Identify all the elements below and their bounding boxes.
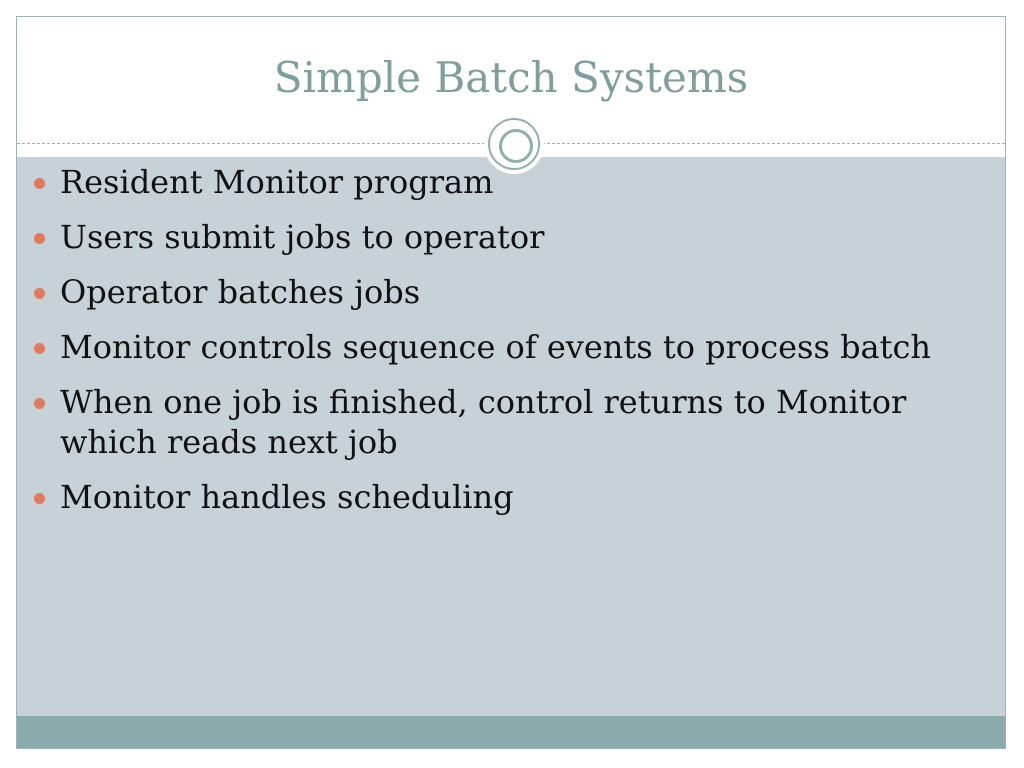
bullet-text: Users submit jobs to operator [60,218,545,256]
bullet-dot-icon [34,398,45,409]
bullet-text: Monitor controls sequence of events to process batch [60,328,932,366]
slide-title: Simple Batch Systems [273,53,749,102]
bullet-item [30,217,975,257]
bullet-dot-icon [34,233,45,244]
bullet-text: Monitor handles scheduling [60,478,514,516]
bullet-dot-icon [34,178,45,189]
ornament-inner-ring [499,129,533,163]
bullet-text: When one job is finished, control returns to Monitor which reads next job [60,383,907,461]
bullet-item [30,477,975,517]
bullet-text: Resident Monitor program [60,163,494,201]
bullet-item [30,327,975,367]
bullet-item [30,272,975,312]
bullet-dot-icon [34,288,45,299]
bullet-dot-icon [34,493,45,504]
bullet-item [30,162,975,202]
footer-bar [17,716,1005,749]
bullet-item [30,382,975,462]
bullet-text: Operator batches jobs [60,273,421,311]
bullet-list [30,162,975,532]
bullet-dot-icon [34,343,45,354]
